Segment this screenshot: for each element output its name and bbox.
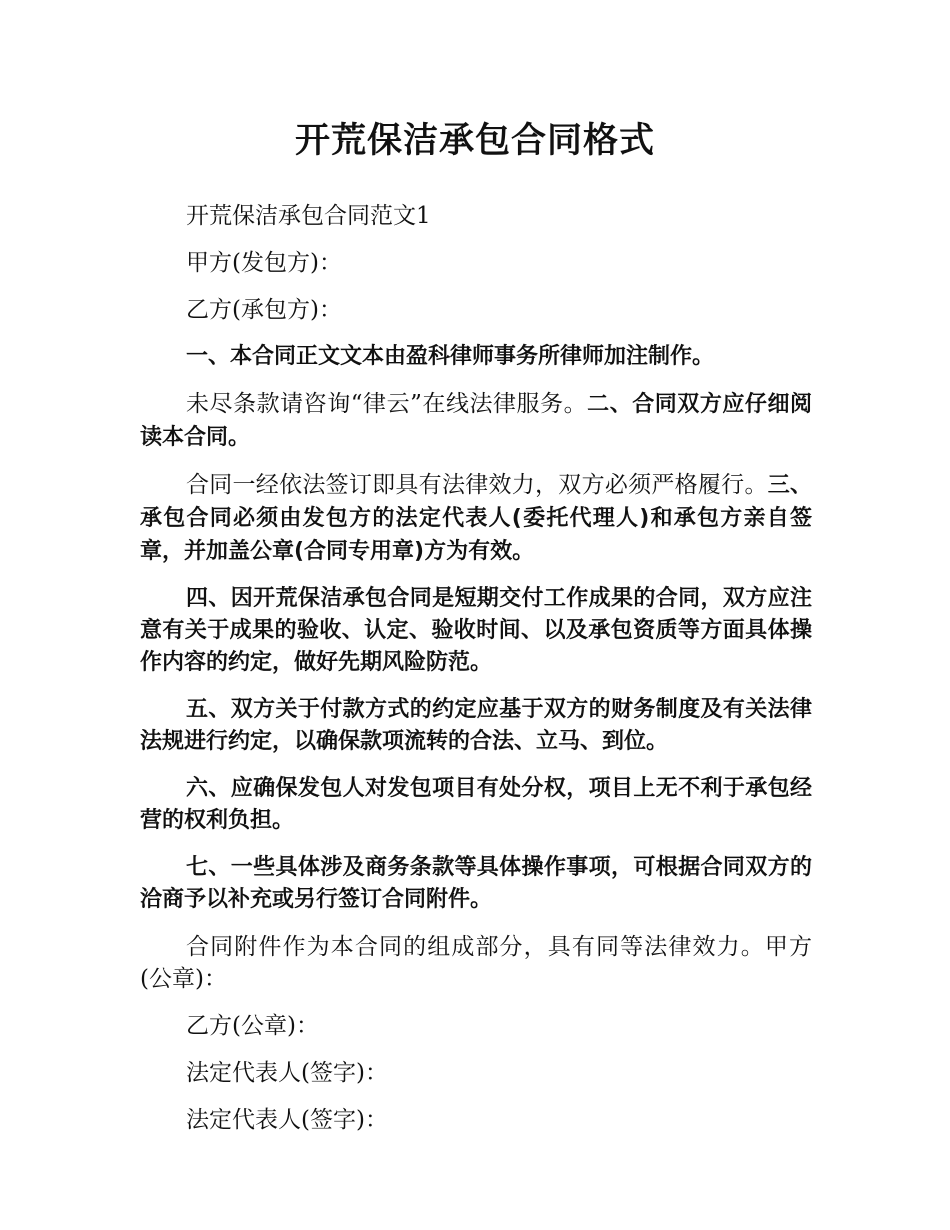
clause-7: 七、一些具体涉及商务条款等具体操作事项，可根据合同双方的洽商予以补充或另行签订合同附件。 <box>140 855 812 912</box>
clause-4: 四、因开荒保洁承包合同是短期交付工作成果的合同，双方应注意有关于成果的验收、认定、验收时间、以及承包资质等方面具体操作内容的约定，做好先期风险防范。 <box>140 586 812 675</box>
document-body <box>140 200 812 1151</box>
clause-6: 六、应确保发包人对发包项目有处分权，项目上无不利于承包经营的权利负担。 <box>140 776 812 833</box>
clause-1-note: 未尽条款请咨询“律云”在线法律服务。 <box>186 391 588 417</box>
party-a-seal: 甲方(公章)： <box>140 934 813 992</box>
clause-3: 三、承包合同必须由发包方的法定代表人(委托代理人)和承包方亲自签章，并加盖公章(合同专用章)方为有效。 <box>140 473 812 564</box>
clause-2-note: 合同一经依法签订即具有法律效力，双方必须严格履行。 <box>186 472 768 498</box>
appendix-paragraph <box>140 931 812 995</box>
clause-1: 一、本合同正文文本由盈科律师事务所律师加注制作。 <box>186 344 715 369</box>
document-title: 开荒保洁承包合同格式 <box>294 121 655 161</box>
appendix-note: 合同附件作为本合同的组成部分，具有同等法律效力。 <box>186 934 765 960</box>
party-b-seal: 乙方(公章)： <box>186 1013 319 1039</box>
clause-2-3-paragraph <box>140 469 812 568</box>
party-b-line: 乙方(承包方)： <box>186 297 342 323</box>
legal-rep-1: 法定代表人(签字)： <box>186 1060 388 1086</box>
clause-2: 二、合同双方应仔细阅读本合同。 <box>140 392 812 450</box>
party-a-line: 甲方(发包方)： <box>186 250 342 276</box>
clause-5: 五、双方关于付款方式的约定应基于双方的财务制度及有关法律法规进行约定，以确保款项流转的合法、立马、到位。 <box>140 697 812 754</box>
sample-heading: 开荒保洁承包合同范文1 <box>186 203 431 229</box>
clause-1-2-paragraph <box>140 388 812 454</box>
legal-rep-2: 法定代表人(签字)： <box>186 1107 388 1133</box>
